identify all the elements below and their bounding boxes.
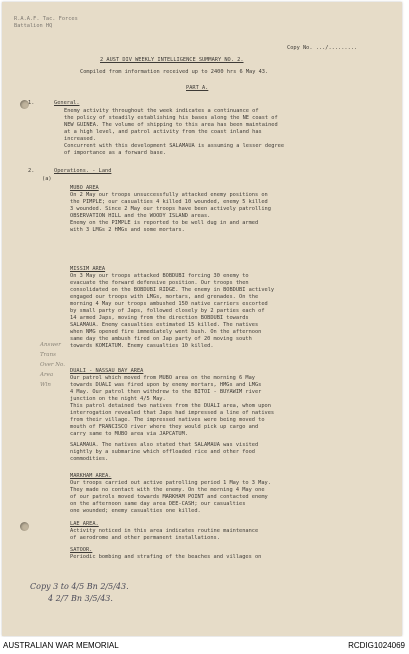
paragraph-line: the PIMPLE; our casualties 4 killed 10 wounded, enemy 5 killed bbox=[70, 199, 268, 205]
margin-annotation-line: Wln bbox=[40, 382, 51, 388]
paragraph-line: Periodic bombing and strafing of the beaches and villages on bbox=[70, 554, 262, 560]
paragraph-line: at a high level, and patrol activity from the coast inland has bbox=[64, 129, 262, 135]
copy-number: Copy No. .../......... bbox=[287, 45, 358, 51]
footer-credit: AUSTRALIAN WAR MEMORIAL bbox=[3, 641, 119, 650]
paragraph-line: of importance as a forward base. bbox=[64, 150, 167, 156]
paragraph-line: consolidated on the BOBDUBI RIDGE. The enemy in BOBDUBI actively bbox=[70, 287, 275, 293]
paragraph-line: On 3 May our troops attacked BOBDUBI forcing 30 enemy to bbox=[70, 273, 249, 279]
paragraph-line: NEW GUINEA. The volume of shipping to this area has been maintained bbox=[64, 122, 278, 128]
paragraph-line: carry same to MUBO area via JAPCATUM. bbox=[70, 431, 188, 437]
handwritten-note: Copy 3 to 4/5 Bn 2/5/43. bbox=[30, 582, 129, 591]
paragraph-line: SALAMAUA. Enemy casualties estimated 15 killed. The natives bbox=[70, 322, 259, 328]
paragraph-line: of our patrols moved towards MARKHAM POINT and contacted enemy bbox=[70, 494, 268, 500]
paragraph-line: nightly by a submarine which offloaded rice and other food bbox=[70, 449, 255, 455]
paragraph-line: Concurrent with this development SALAMAUA is assuming a lesser degree bbox=[64, 143, 285, 149]
paragraph-line: one wounded; enemy casualties one killed. bbox=[70, 508, 201, 514]
footer-id: RCDIG1024069 bbox=[348, 641, 405, 650]
subsection-label: (a) bbox=[42, 176, 52, 182]
handwritten-note: 4 2/7 Bn 3/5/43. bbox=[48, 594, 113, 603]
paragraph-line: Enemy on the PIMPLE is reported to be well dug in and armed bbox=[70, 220, 259, 226]
paragraph-line: SALAMAUA. The natives also stated that SALAMAUA was visited bbox=[70, 442, 259, 448]
section-number: 1. bbox=[28, 100, 35, 106]
section-title: Operations. - Land bbox=[54, 168, 112, 174]
section-number: 2. bbox=[28, 168, 35, 174]
paragraph-line: OBSERVATION HILL and the WOODY ISLAND areas. bbox=[70, 213, 211, 219]
paragraph-line: Activity noticed in this area indicates routine maintenance bbox=[70, 528, 259, 534]
paragraph-line: the policy of steadily establishing his bases along the NE coast of bbox=[64, 115, 278, 121]
paragraph-line: Our patrol which moved from MUBO area on the morning 6 May bbox=[70, 375, 255, 381]
document-page bbox=[2, 2, 402, 636]
paragraph-line: junction on the night 4/5 May. bbox=[70, 396, 166, 402]
area-heading: SATOOR. bbox=[70, 547, 93, 553]
paragraph-line: 3 wounded. Since 2 May our troops have been actively patrolling bbox=[70, 206, 271, 212]
paragraph-line: 4 May. Our patrol then withdrew to the BITOI - BUYAWIM river bbox=[70, 389, 262, 395]
part-heading: PART A. bbox=[186, 85, 209, 91]
paragraph-line: commodities. bbox=[70, 456, 109, 462]
paragraph-line: Enemy activity throughout the week indicates a continuance of bbox=[64, 108, 259, 114]
document-title: 2 AUST DIV WEEKLY INTELLIGENCE SUMMARY NO. 2. bbox=[100, 57, 244, 63]
header-line: R.A.A.F. Tac. Forces bbox=[14, 16, 78, 22]
area-heading: LAE AREA. bbox=[70, 521, 99, 527]
margin-annotation-line: Area bbox=[40, 372, 54, 378]
paragraph-line: interrogation revealed that Japs had impressed a line of natives bbox=[70, 410, 275, 416]
paragraph-line: on the afternoon same day area DEE-CASH; our casualties bbox=[70, 501, 246, 507]
paragraph-line: by small party of Japs, followed closely by 2 parties each of bbox=[70, 308, 265, 314]
paragraph-line: towards DUALI was fired upon by enemy mortars, HMGs and LMGs bbox=[70, 382, 262, 388]
area-heading: MISSIM AREA bbox=[70, 266, 106, 272]
paragraph-line: mouth of FRANCISCO river where they would pick up cargo and bbox=[70, 424, 259, 430]
paragraph-line: evacuate the forward defensive position. Our troops then bbox=[70, 280, 249, 286]
margin-annotation-line: Answer bbox=[40, 342, 61, 348]
paragraph-line: They made no contact with the enemy. On the morning 4 May one bbox=[70, 487, 265, 493]
paragraph-line: when NMG opened fire immediately went bush. On the afternoon bbox=[70, 329, 262, 335]
paragraph-line: This patrol detained two natives from the DUALI area, whom upon bbox=[70, 403, 271, 409]
header-line: Battalion HQ bbox=[14, 23, 53, 29]
paragraph-line: same day the ambush fired on Jap party of 20 moving south bbox=[70, 336, 252, 342]
paragraph-line: Our troops carried out active patrolling period 1 May to 3 May. bbox=[70, 480, 271, 486]
section-title: General. bbox=[54, 100, 80, 106]
paragraph-line: with 3 LMGs 2 HMGs and some mortars. bbox=[70, 227, 185, 233]
paragraph-line: 14 armed Japs, moving from the direction BOBDUBI towards bbox=[70, 315, 249, 321]
punch-hole bbox=[20, 522, 29, 531]
paragraph-line: towards KOMIATUM. Enemy casualties 10 killed. bbox=[70, 343, 214, 349]
paragraph-line: of aerodrome and other permanent installations. bbox=[70, 535, 220, 541]
area-heading: DUALI - NASSAU BAY AREA bbox=[70, 368, 144, 374]
compiled-line: Compiled from information received up to 2400 hrs 6 May 43. bbox=[80, 69, 269, 75]
paragraph-line: engaged our troops with LMGs, mortars, and grenades. On the bbox=[70, 294, 259, 300]
paragraph-line: On 2 May our troops unsuccessfully attacked enemy positions on bbox=[70, 192, 268, 198]
paragraph-line: from their village. The impressed natives were being moved to bbox=[70, 417, 265, 423]
paragraph-line: morning 4 May our troops ambushed 150 native carriers escorted bbox=[70, 301, 268, 307]
margin-annotation bbox=[40, 340, 65, 390]
area-heading: MUBO AREA bbox=[70, 185, 99, 191]
paragraph-line: increased. bbox=[64, 136, 96, 142]
margin-annotation-line: Trans bbox=[40, 352, 56, 358]
area-heading: MARKHAM AREA. bbox=[70, 473, 112, 479]
margin-annotation-line: Over No. bbox=[40, 362, 66, 368]
